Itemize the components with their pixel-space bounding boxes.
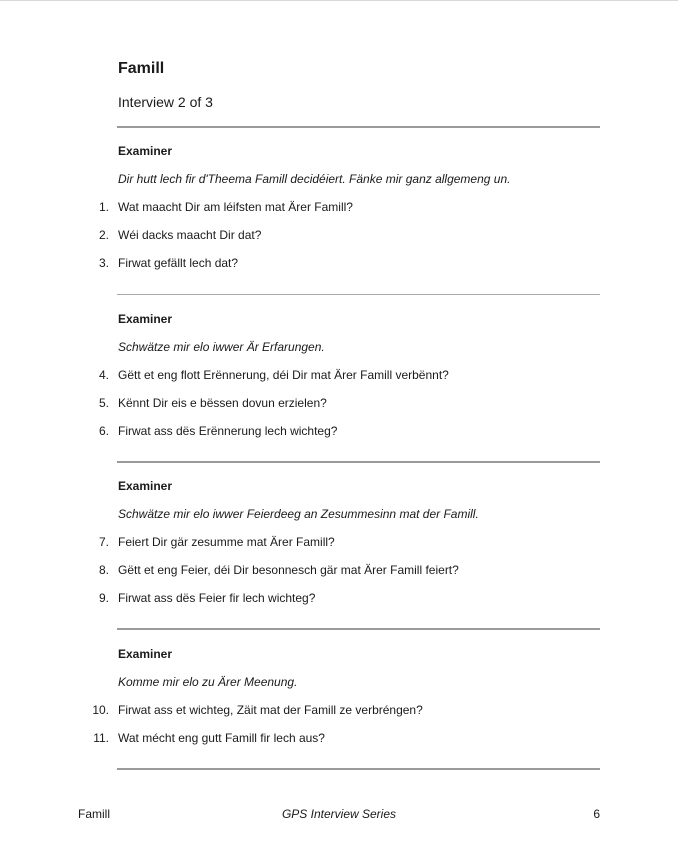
examiner-label: Examiner: [118, 312, 173, 326]
section-divider: [117, 294, 600, 295]
question-item: [0, 368, 600, 384]
examiner-prompt: Dir hutt lech fir d'Theema Famill decidéiert. Fänke mir ganz allgemeng un.: [118, 172, 511, 186]
question-text: Firwat gefällt lech dat?: [118, 256, 239, 270]
question-item: [0, 591, 600, 607]
section-divider: [117, 768, 600, 770]
footer-page-number: 6: [593, 807, 600, 821]
question-number: 8.: [98, 563, 109, 577]
question-number: 2.: [98, 228, 109, 242]
question-item: [0, 563, 600, 579]
question-number: 9.: [98, 591, 109, 605]
question-item: [0, 731, 600, 747]
footer-document-title: Famill: [78, 807, 110, 821]
question-text: Feiert Dir gär zesumme mat Ärer Famill?: [118, 535, 335, 549]
page-title: Famill: [118, 60, 165, 77]
examiner-label: Examiner: [118, 647, 173, 661]
question-text: Gëtt et eng flott Erënnerung, déi Dir mat Ärer Famill verbënnt?: [118, 368, 449, 382]
question-text: Firwat ass dës Feier fir lech wichteg?: [118, 591, 316, 605]
question-number: 4.: [98, 368, 109, 382]
examiner-label: Examiner: [118, 144, 173, 158]
examiner-label: Examiner: [118, 479, 173, 493]
question-text: Firwat ass dës Erënnerung lech wichteg?: [118, 424, 338, 438]
question-number: 10.: [92, 703, 109, 717]
question-text: Wéi dacks maacht Dir dat?: [118, 228, 262, 242]
question-number: 6.: [98, 424, 109, 438]
section-divider: [117, 461, 600, 463]
question-item: [0, 424, 600, 440]
question-item: [0, 200, 600, 216]
footer-series-name: GPS Interview Series: [281, 807, 397, 821]
question-number: 1.: [98, 200, 109, 214]
page-top-border: [0, 0, 678, 1]
question-number: 3.: [98, 256, 109, 270]
page-subtitle: Interview 2 of 3: [118, 94, 213, 110]
question-item: [0, 228, 600, 244]
question-text: Wat mécht eng gutt Famill fir lech aus?: [118, 731, 325, 745]
question-text: Kënnt Dir eis e bëssen dovun erzielen?: [118, 396, 327, 410]
section-divider: [117, 628, 600, 630]
question-item: [0, 703, 600, 719]
examiner-prompt: Schwätze mir elo iwwer Är Erfarungen.: [118, 340, 325, 354]
question-number: 11.: [93, 731, 109, 745]
question-item: [0, 396, 600, 412]
question-number: 7.: [98, 535, 109, 549]
examiner-prompt: Komme mir elo zu Ärer Meenung.: [118, 675, 298, 689]
question-item: [0, 535, 600, 551]
question-text: Firwat ass et wichteg, Zäit mat der Famill ze verbréngen?: [118, 703, 423, 717]
question-text: Wat maacht Dir am léifsten mat Ärer Famill?: [118, 200, 353, 214]
question-item: [0, 256, 600, 272]
section-divider: [117, 126, 600, 128]
question-number: 5.: [98, 396, 109, 410]
examiner-prompt: Schwätze mir elo iwwer Feierdeeg an Zesummesinn mat der Famill.: [118, 507, 479, 521]
question-text: Gëtt et eng Feier, déi Dir besonnesch gär mat Ärer Famill feiert?: [118, 563, 459, 577]
